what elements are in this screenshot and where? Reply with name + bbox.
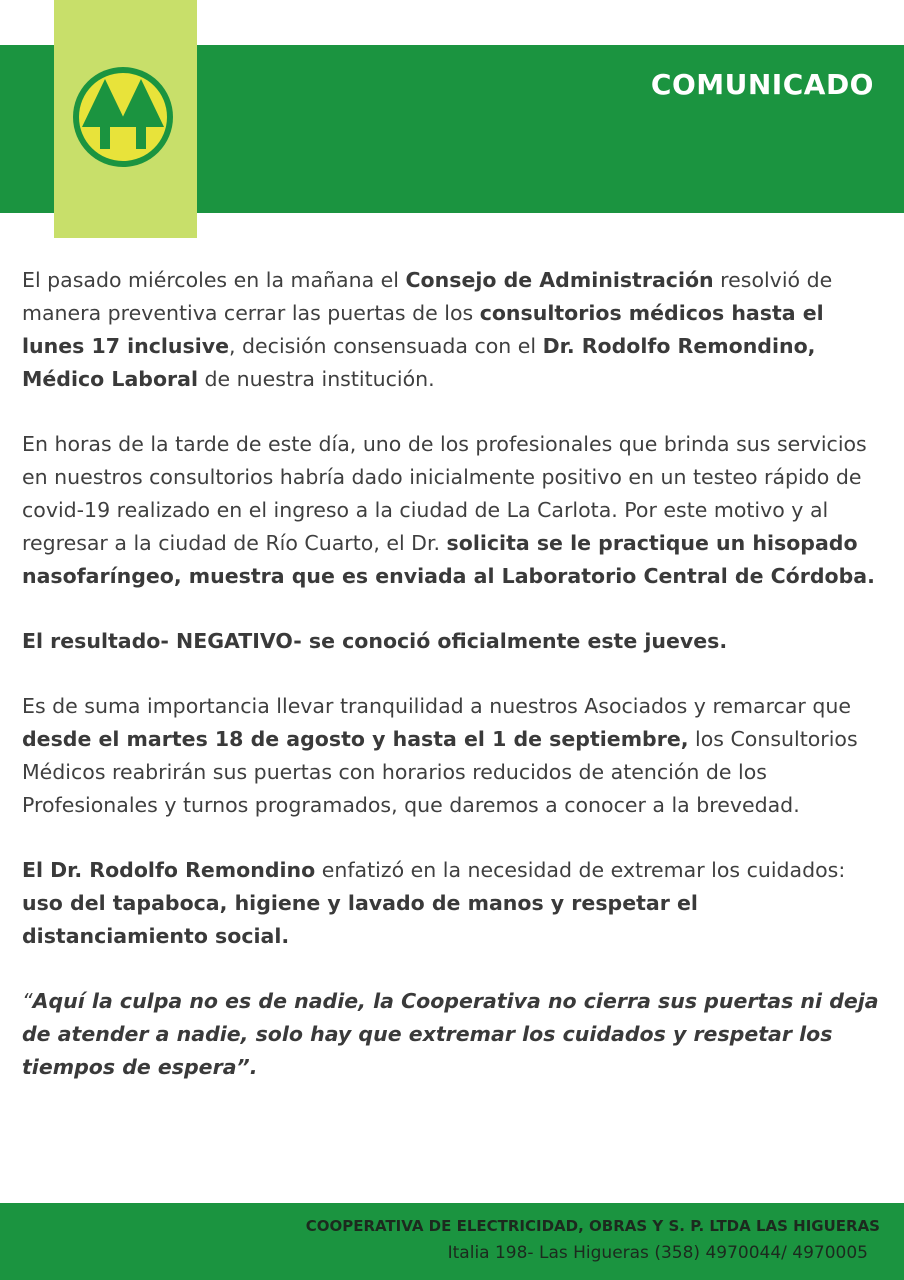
page-title: COMUNICADO: [650, 68, 874, 101]
paragraph-3: El resultado- NEGATIVO- se conoció oficialmente este jueves.: [22, 629, 728, 653]
quote-paragraph: “Aquí la culpa no es de nadie, la Cooperativa no cierra sus puertas ni deja de atender a nadie, solo hay que extremar los cuidados y respetar los tiempos de espera”.: [22, 989, 879, 1079]
footer-band: [0, 1203, 904, 1280]
footer-organization: COOPERATIVA DE ELECTRICIDAD, OBRAS Y S. P. LTDA LAS HIGUERAS: [305, 1217, 880, 1235]
footer-address: Italia 198- Las Higueras (358) 4970044/ 4970005: [447, 1243, 868, 1263]
paragraph-4: Es de suma importancia llevar tranquilidad a nuestros Asociados y remarcar que desde el martes 18 de agosto y hasta el 1 de septiembre, los Consultorios Médicos reabrirán sus puertas con horarios reducidos de atención de los Profesionales y turnos programados, que daremos a conocer a la brevedad.: [22, 694, 858, 817]
paragraph-1: El pasado miércoles en la mañana el Consejo de Administración resolvió de manera preventiva cerrar las puertas de los consultorios médicos hasta el lunes 17 inclusive, decisión consensuada con el Dr. Rodolfo Remondino, Médico Laboral de nuestra institución.: [22, 268, 833, 391]
communique-body: [22, 264, 884, 1116]
paragraph-2: En horas de la tarde de este día, uno de los profesionales que brinda sus servicios en nuestros consultorios habría dado inicialmente positivo en un testeo rápido de covid-19 realizado en el ingreso a la ciudad de La Carlota. Por este motivo y al regresar a la ciudad de Río Cuarto, el Dr. solicita se le practique un hisopado nasofaríngeo, muestra que es enviada al Laboratorio Central de Córdoba.: [22, 432, 875, 588]
paragraph-5: El Dr. Rodolfo Remondino enfatizó en la necesidad de extremar los cuidados: uso del tapaboca, higiene y lavado de manos y respetar el distanciamiento social.: [22, 858, 846, 948]
cooperative-pine-trees-logo-icon: [69, 63, 177, 171]
